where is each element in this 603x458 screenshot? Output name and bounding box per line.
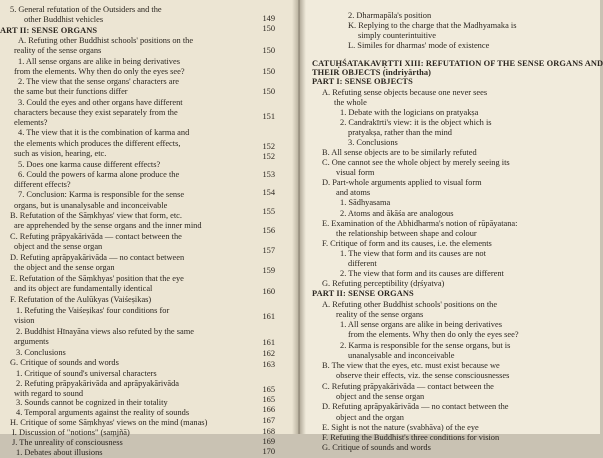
page-number: 150 [262,24,275,33]
toc-entry: visual form [336,168,375,177]
toc-entry: 1. The view that form and its causes are not [340,249,486,258]
toc-entry: 2. The view that the sense organs' characters are [18,77,179,86]
toc-entry: 4. The view that it is the combination of karma and [18,128,190,137]
toc-entry: such as vision, hearing, etc. [14,149,107,158]
toc-entry: A. Refuting other Buddhist schools' positions on the [322,300,498,309]
page-number: 165 [262,395,275,404]
page-number: 152 [262,152,275,161]
toc-entry: are apprehended by the sense organs and the inner mind [14,221,202,230]
page-number: 153 [262,170,275,179]
toc-entry: F. Critique of form and its causes, i.e. the elements [322,239,492,248]
toc-entry: 3. Sounds cannot be cognized in their totality [16,398,168,407]
toc-entry: B. The view that the eyes, etc. must exist because we [322,361,500,370]
toc-entry: the same but their functions differ [14,87,128,96]
toc-entry: 1. Refuting the Vaiśeṣikas' four conditions for [16,306,170,315]
toc-entry: C. Refuting prāpyakārivāda — contact between the [322,382,494,391]
toc-entry: the object and the sense organ [14,263,115,272]
toc-entry: E. Examination of the Abhidharma's notion of rūpāyatana: [322,219,518,228]
toc-entry: 6. Could the powers of karma alone produce the [18,170,180,179]
toc-entry: CATUḤŚATAKAVṚTTI XIII: REFUTATION OF THE SENSE ORGANS AND [312,59,603,68]
toc-entry: with regard to sound [14,389,84,398]
left-page [0,0,298,457]
toc-entry: object and the sense organ [336,392,425,401]
toc-entry: 1. All sense organs are alike in being derivatives [18,57,180,66]
toc-entry: different [348,259,377,268]
toc-entry: L. Similes for dharmas' mode of existence [348,41,490,50]
toc-entry: K. Replying to the charge that the Madhyamaka is [348,21,517,30]
toc-entry: 2. Refuting prāpyakārivāda and aprāpyakārivāda [16,379,180,388]
toc-entry: E. Sight is not the nature (svabhāva) of the eye [322,423,479,432]
toc-entry: 1. Sādhyasama [340,198,391,207]
page-number: 166 [262,405,275,414]
toc-entry: D. Refuting aprāpyakārivāda — no contact between the [322,402,509,411]
toc-entry: I. Discussion of "notions" (saṃjñā) [12,428,130,437]
toc-entry: the whole [334,98,367,107]
right-page [300,0,603,452]
page-number: 165 [262,385,275,394]
toc-entry: 2. Dharmapāla's position [348,11,432,20]
page-number: 151 [262,112,275,121]
page-number: 161 [262,312,275,321]
toc-entry: PART I: SENSE OBJECTS [312,77,413,86]
toc-entry: H. Critique of some Sāṃkhyas' views on the mind (manas) [10,418,208,427]
toc-entry: observe their effects, viz. the sense consciousnesses [336,371,510,380]
toc-entry: the relationship between shape and colour [336,229,477,238]
toc-entry: elements? [14,118,48,127]
page-number: 170 [262,447,275,456]
toc-entry: from the elements. Why then do only the eyes see? [14,67,185,76]
toc-entry: G. Refuting perceptibility (dṛśyatva) [322,279,445,288]
toc-entry: vision [14,316,35,325]
book-gutter [292,0,306,434]
toc-entry: D. Refuting aprāpyakārivāda — no contact between [10,253,185,262]
toc-entry: 3. Conclusions [16,348,66,357]
toc-entry: 1. Critique of sound's universal characters [16,369,157,378]
page-number: 155 [262,207,275,216]
page-number: 168 [262,427,275,436]
toc-entry: unanalysable and inconceivable [348,351,455,360]
toc-entry: J. The unreality of consciousness [12,438,123,447]
toc-entry: F. Refuting the Buddhist's three conditions for vision [322,433,500,442]
page-number: 159 [262,266,275,275]
page-number: 150 [262,87,275,96]
toc-entry: from the elements. Why then do only the eyes see? [348,330,519,339]
toc-entry: the elements which produces the different effects, [14,139,181,148]
toc-entry: F. Refutation of the Aulūkyas (Vaiśeṣikas) [10,295,152,304]
toc-entry: D. Part-whole arguments applied to visual form [322,178,482,187]
toc-entry: arguments [14,337,49,346]
toc-entry: 2. Buddhist Hīnayāna views also refuted by the same [16,327,194,336]
page-number: 150 [262,67,275,76]
toc-entry: characters because they exist separately from the [14,108,178,117]
toc-entry: pratyakṣa, rather than the mind [348,128,452,137]
toc-entry: simply counterintuitive [358,31,436,40]
page-number: 149 [262,14,275,23]
page-number: 154 [262,188,275,197]
page-number: 162 [262,349,275,358]
toc-entry: 3. Conclusions [348,138,398,147]
toc-entry: reality of the sense organs [14,46,102,55]
page-number: 150 [262,46,275,55]
page-number: 157 [262,246,275,255]
toc-entry: 3. Could the eyes and other organs have different [18,98,183,107]
toc-entry: A. Refuting sense objects because one never sees [322,88,488,97]
toc-entry: object and the organ [336,413,404,422]
toc-entry: different effects? [14,180,71,189]
toc-entry: B. All sense objects are to be similarly refuted [322,148,477,157]
toc-entry: 2. Candrakīrti's view: it is the object which is [340,118,492,127]
toc-entry: object and the sense organ [14,242,103,251]
toc-entry: 2. Atoms and ākāśa are analogous [340,209,454,218]
toc-entry: E. Refutation of the Sāṃkhyas' position that the eye [10,274,184,283]
toc-entry: ART II: SENSE ORGANS [0,26,98,35]
toc-entry: 2. Karma is responsible for the sense organs, but is [340,341,511,350]
toc-entry: 1. Debates about illusions [16,448,103,457]
page-number: 156 [262,226,275,235]
toc-entry: 4. Temporal arguments against the reality of sounds [16,408,190,417]
toc-entry: other Buddhist vehicles [24,15,104,24]
toc-entry: THEIR OBJECTS (indriyārtha) [312,68,432,77]
page-number: 152 [262,142,275,151]
toc-entry: 5. Does one karma cause different effects? [18,160,161,169]
toc-entry: 1. All sense organs are alike in being derivatives [340,320,502,329]
page-number: 163 [262,360,275,369]
toc-entry: 2. The view that form and its causes are different [340,269,504,278]
toc-entry: 1. Debate with the logicians on pratyakṣa [340,108,479,117]
toc-entry: and its object are fundamentally identical [14,284,153,293]
toc-entry: 7. Conclusion: Karma is responsible for the sense [18,190,185,199]
toc-entry: 5. General refutation of the Outsiders and the [10,5,162,14]
toc-entry: C. Refuting prāpyakārivāda — contact between the [10,232,182,241]
toc-entry: reality of the sense organs [336,310,424,319]
toc-entry: organs, but is unanalysable and inconceivable [14,201,168,210]
toc-entry: G. Critique of sounds and words [322,443,431,452]
toc-entry: and atoms [336,188,371,197]
toc-entry: G. Critique of sounds and words [10,358,119,367]
page-number: 160 [262,287,275,296]
toc-entry: B. Refutation of the Sāṃkhyas' view that form, etc. [10,211,182,220]
toc-entry: PART II: SENSE ORGANS [312,289,414,298]
page-number: 167 [262,416,275,425]
toc-entry: A. Refuting other Buddhist schools' positions on the [18,36,194,45]
page-number: 161 [262,338,275,347]
toc-entry: C. One cannot see the whole object by merely seeing its [322,158,510,167]
page-number: 169 [262,437,275,446]
